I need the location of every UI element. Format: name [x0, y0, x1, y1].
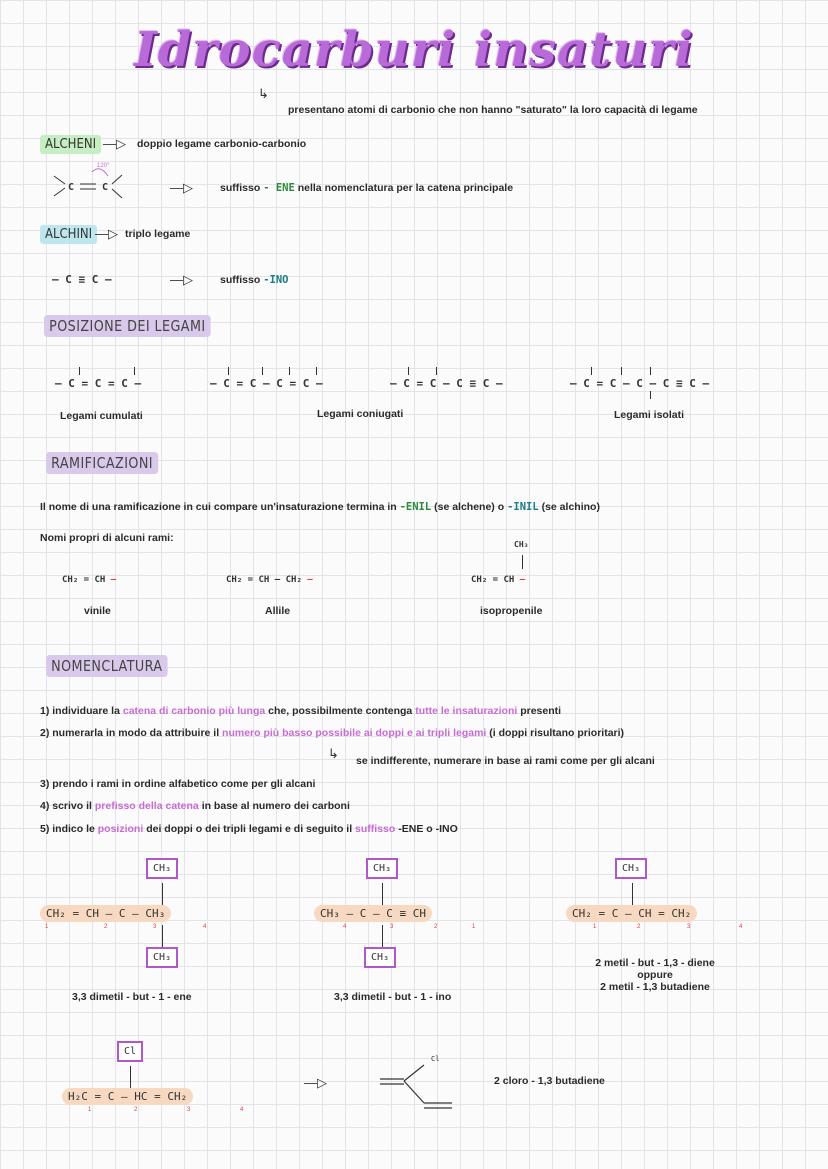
label-cumulati: Legami cumulati: [60, 410, 143, 422]
rule-1e: presenti: [520, 705, 562, 717]
rule-1d: tutte le insaturazioni: [415, 705, 518, 717]
bond-line: [632, 883, 633, 905]
alcheni-label: ALCHENI: [40, 135, 101, 154]
conjugated-structure-2: — C = C — C ≡ C —: [390, 377, 503, 390]
svg-text:C: C: [102, 182, 109, 193]
alchini-label: ALCHINI: [40, 225, 97, 244]
suffix-post: nella nomenclatura per la catena principale: [297, 182, 514, 194]
carbon-number: 1: [45, 924, 49, 930]
bond-line: [436, 367, 437, 375]
bond-line: [162, 925, 163, 947]
bond-line: [382, 925, 383, 947]
carbon-number: 2: [104, 924, 108, 930]
rule-5b: posizioni: [97, 823, 144, 835]
section-ramificazioni: RAMIFICAZIONI: [46, 452, 158, 474]
section-nomenclatura: NOMENCLATURA: [46, 655, 168, 677]
rule-2-note: se indifferente, numerare in base ai rami come per gli alcani: [356, 755, 655, 767]
carbon-number: 3: [153, 924, 157, 930]
rule-5c: dei doppi o dei tripli legami e di seguito il: [146, 823, 353, 835]
rule-4c: in base al numero dei carboni: [201, 800, 350, 812]
open-bond: —: [110, 575, 117, 585]
rule-1c: che, possibilmente contenga: [268, 705, 413, 717]
sentence-post: (se alchino): [541, 501, 600, 513]
bond-line: [621, 367, 622, 375]
bond-line: [591, 367, 592, 375]
page-title: Idrocarburi insaturi: [134, 22, 694, 78]
bond-line: [262, 367, 263, 375]
chloro-box: Cl: [117, 1041, 143, 1062]
open-bond: —: [307, 575, 313, 585]
example-2-name: 3,3 dimetil - but - 1 - ino: [334, 991, 452, 1003]
vinile-structure: [62, 575, 116, 585]
ramificazioni-sentence: [40, 501, 600, 513]
carbon-number: 2: [637, 924, 641, 930]
sentence-pre: Il nome di una ramificazione in cui compare un'insaturazione termina in: [40, 501, 397, 513]
label-isolati: Legami isolati: [614, 409, 685, 421]
rule-5a: 5) indico le: [40, 823, 95, 835]
inil-suffix: -INIL: [507, 501, 539, 513]
chloro-label: Cl: [431, 1055, 440, 1063]
methyl-box: CH₃: [364, 947, 396, 968]
carbon-number: 4: [739, 924, 743, 930]
nomi-propri-label: Nomi propri di alcuni rami:: [40, 532, 174, 544]
svg-text:C: C: [68, 182, 75, 193]
sentence-mid: (se alchene) o: [434, 501, 505, 513]
name-isopropenile: isopropenile: [480, 605, 543, 617]
vinile-formula: CH₂ = CH: [62, 575, 106, 585]
curved-arrow-icon: ↳: [328, 746, 339, 761]
bond-line: [289, 367, 290, 375]
name-allile: Allile: [265, 605, 291, 617]
rule-3: 3) prendo i rami in ordine alfabetico come per gli alcani: [40, 778, 316, 790]
alchini-desc: triplo legame: [125, 228, 191, 240]
cumulated-structure: — C = C = C —: [55, 377, 142, 390]
example-3-name-2: oppure: [637, 969, 673, 981]
example-3-name: [570, 957, 740, 993]
rule-2a: 2) numerarla in modo da attribuire il: [40, 727, 220, 739]
suffix-pre: suffisso: [220, 274, 261, 286]
arrow-icon: —▷: [170, 180, 193, 195]
methyl-box: CH₃: [146, 947, 178, 968]
carbon-number: 2: [134, 1107, 138, 1113]
alchini-suffix-line: [220, 274, 288, 286]
bond-line: [650, 367, 651, 375]
rule-2: [40, 727, 624, 739]
bond-line: [130, 1066, 131, 1088]
arrow-icon: —▷: [170, 272, 193, 287]
rule-2c: (i doppi risultano prioritari): [489, 727, 625, 739]
rule-5d: suffisso: [355, 823, 396, 835]
bond-line: [382, 883, 383, 905]
carbon-number: 1: [593, 924, 597, 930]
methyl-box: CH₃: [615, 858, 647, 879]
bond-line: [316, 367, 317, 375]
bond-line: [408, 367, 409, 375]
example-4-chain: H₂C = C — HC = CH₂: [62, 1088, 193, 1105]
alkene-structure: [52, 160, 132, 210]
bond-line: [134, 367, 135, 375]
rule-4: [40, 800, 350, 812]
suffix-ene: - ENE: [263, 182, 295, 194]
carbon-number: 3: [687, 924, 691, 930]
example-1-chain: CH₂ = CH — C — CH₃: [40, 905, 171, 922]
methyl-box: CH₃: [366, 858, 398, 879]
carbon-number: 3: [390, 924, 394, 930]
enil-suffix: -ENIL: [399, 501, 432, 513]
rule-5: [40, 823, 458, 835]
carbon-number: 4: [240, 1107, 244, 1113]
carbon-number: 1: [88, 1107, 92, 1113]
subtitle: presentano atomi di carbonio che non hanno "saturato" la loro capacità di legame: [288, 104, 698, 116]
section-posizione: POSIZIONE DEI LEGAMI: [44, 315, 211, 337]
rule-1: [40, 705, 561, 717]
carbon-number: 4: [343, 924, 347, 930]
open-bond: —: [519, 575, 526, 585]
rule-1a: 1) individuare la: [40, 705, 120, 717]
bond-line: [79, 367, 80, 375]
methyl-box: CH₃: [146, 858, 178, 879]
example-1-name: 3,3 dimetil - but - 1 - ene: [72, 991, 192, 1003]
suffix-ino: -INO: [263, 274, 289, 286]
isopropenile-methyl: CH₃: [514, 540, 529, 549]
isolated-structure: — C = C — C — C ≡ C —: [570, 377, 710, 390]
carbon-number: 1: [472, 924, 476, 930]
carbon-number: 2: [434, 924, 438, 930]
isopropenile-structure: [471, 575, 525, 585]
allile-structure: [226, 575, 313, 585]
carbon-number: 4: [203, 924, 207, 930]
arrow-icon: —▷: [103, 136, 126, 151]
conjugated-structure: — C = C — C = C —: [210, 377, 323, 390]
curved-arrow-icon: ↳: [258, 86, 269, 101]
bond-line: [522, 555, 523, 569]
rule-4b: prefisso della catena: [94, 800, 199, 812]
alkyne-structure: — C ≡ C —: [52, 273, 112, 286]
bond-line: [228, 367, 229, 375]
arrow-icon: —▷: [95, 226, 118, 241]
carbon-number: 3: [187, 1107, 191, 1113]
example-4-name: 2 cloro - 1,3 butadiene: [494, 1075, 605, 1087]
alcheni-desc: doppio legame carbonio-carbonio: [137, 138, 307, 150]
rule-4a: 4) scrivo il: [40, 800, 92, 812]
skeletal-formula: [376, 1055, 456, 1115]
arrow-icon: —▷: [304, 1075, 327, 1090]
suffix-pre: suffisso: [220, 182, 261, 194]
example-3-name-1: 2 metil - but - 1,3 - diene: [595, 957, 715, 969]
alcheni-suffix-line: [220, 182, 513, 194]
rule-1b: catena di carbonio più lunga: [122, 705, 266, 717]
example-3-name-3: 2 metil - 1,3 butadiene: [600, 981, 710, 993]
angle-label: 120°: [97, 163, 110, 169]
example-2-chain: CH₃ — C — C ≡ CH: [314, 905, 432, 922]
label-coniugati: Legami coniugati: [317, 408, 404, 420]
rule-5e: -ENE o -INO: [398, 823, 458, 835]
allile-formula: CH₂ = CH — CH₂: [226, 575, 302, 585]
bond-line: [162, 883, 163, 905]
rule-2b: numero più basso possibile ai doppi e ai tripli legami: [222, 727, 487, 739]
bond-line: [650, 391, 651, 399]
name-vinile: vinile: [84, 605, 111, 617]
example-3-chain: CH₂ = C — CH = CH₂: [566, 905, 697, 922]
isopropenile-formula: CH₂ = CH: [471, 575, 515, 585]
